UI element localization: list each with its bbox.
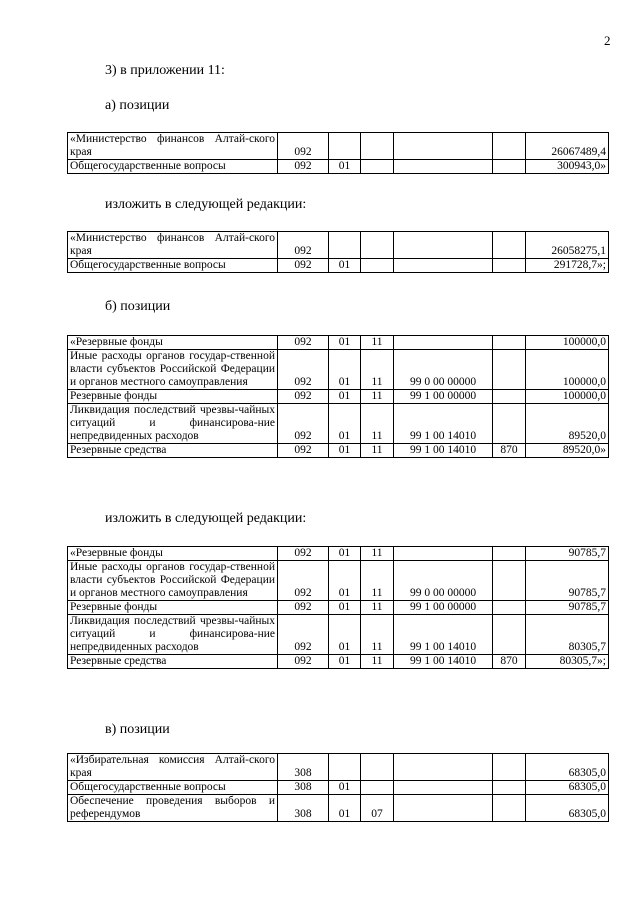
target-article-cell bbox=[394, 781, 493, 795]
subsection-code-cell: 11 bbox=[361, 350, 394, 390]
subsection-v-heading: в) позиции bbox=[105, 722, 170, 737]
target-article-cell: 99 0 00 00000 bbox=[394, 561, 493, 601]
section-code-cell: 01 bbox=[329, 561, 361, 601]
ministry-code-cell: 092 bbox=[278, 561, 329, 601]
amount-cell: 68305,0 bbox=[526, 754, 609, 781]
item-name-cell: «Министерство финансов Алтай-ского края bbox=[68, 232, 278, 259]
expense-type-cell bbox=[493, 795, 526, 822]
section-code-cell: 01 bbox=[329, 336, 361, 350]
amount-cell: 89520,0 bbox=[526, 404, 609, 444]
table-b-new bbox=[67, 546, 609, 669]
section-code-cell bbox=[329, 754, 361, 781]
table-row bbox=[68, 781, 609, 795]
ministry-code-cell: 092 bbox=[278, 601, 329, 615]
subsection-code-cell: 11 bbox=[361, 601, 394, 615]
table-row bbox=[68, 615, 609, 655]
expense-type-cell bbox=[493, 232, 526, 259]
target-article-cell: 99 0 00 00000 bbox=[394, 350, 493, 390]
subsection-code-cell bbox=[361, 133, 394, 160]
table-row bbox=[68, 444, 609, 458]
replace-instruction-b: изложить в следующей редакции: bbox=[105, 511, 307, 526]
table-row bbox=[68, 160, 609, 174]
item-name-cell: Резервные средства bbox=[68, 444, 278, 458]
target-article-cell bbox=[394, 259, 493, 273]
subsection-code-cell bbox=[361, 754, 394, 781]
item-name-cell: Обеспечение проведения выборов и референдумов bbox=[68, 795, 278, 822]
ministry-code-cell: 092 bbox=[278, 404, 329, 444]
amount-cell: 90785,7 bbox=[526, 561, 609, 601]
subsection-a-heading: а) позиции bbox=[105, 98, 170, 113]
amount-cell: 80305,7»; bbox=[526, 655, 609, 669]
table-row bbox=[68, 601, 609, 615]
amount-cell: 80305,7 bbox=[526, 615, 609, 655]
subsection-code-cell: 11 bbox=[361, 615, 394, 655]
table-row bbox=[68, 390, 609, 404]
subsection-code-cell bbox=[361, 259, 394, 273]
ministry-code-cell: 092 bbox=[278, 615, 329, 655]
section-code-cell: 01 bbox=[329, 160, 361, 174]
amount-cell: 26058275,1 bbox=[526, 232, 609, 259]
ministry-code-cell: 308 bbox=[278, 754, 329, 781]
table-b-original bbox=[67, 335, 609, 458]
ministry-code-cell: 092 bbox=[278, 390, 329, 404]
section-code-cell: 01 bbox=[329, 795, 361, 822]
item-name-cell: «Министерство финансов Алтай-ского края bbox=[68, 133, 278, 160]
section-code-cell: 01 bbox=[329, 350, 361, 390]
expense-type-cell bbox=[493, 404, 526, 444]
section-code-cell: 01 bbox=[329, 781, 361, 795]
item-name-cell: «Резервные фонды bbox=[68, 336, 278, 350]
amount-cell: 90785,7 bbox=[526, 547, 609, 561]
item-name-cell: Ликвидация последствий чрезвы-чайных ситуаций и финансирова-ние непредвиденных расходов bbox=[68, 615, 278, 655]
subsection-code-cell: 07 bbox=[361, 795, 394, 822]
expense-type-cell: 870 bbox=[493, 444, 526, 458]
expense-type-cell bbox=[493, 133, 526, 160]
subsection-code-cell: 11 bbox=[361, 404, 394, 444]
section-code-cell: 01 bbox=[329, 615, 361, 655]
section-code-cell: 01 bbox=[329, 390, 361, 404]
target-article-cell: 99 1 00 00000 bbox=[394, 601, 493, 615]
ministry-code-cell: 092 bbox=[278, 336, 329, 350]
table-row bbox=[68, 232, 609, 259]
target-article-cell: 99 1 00 14010 bbox=[394, 404, 493, 444]
table-row bbox=[68, 259, 609, 273]
table-row bbox=[68, 336, 609, 350]
subsection-code-cell: 11 bbox=[361, 547, 394, 561]
section-code-cell: 01 bbox=[329, 601, 361, 615]
replace-instruction-a: изложить в следующей редакции: bbox=[105, 197, 307, 212]
table-row bbox=[68, 547, 609, 561]
target-article-cell bbox=[394, 547, 493, 561]
subsection-code-cell: 11 bbox=[361, 390, 394, 404]
table-row bbox=[68, 561, 609, 601]
section-code-cell: 01 bbox=[329, 547, 361, 561]
ministry-code-cell: 092 bbox=[278, 547, 329, 561]
section-code-cell: 01 bbox=[329, 259, 361, 273]
expense-type-cell bbox=[493, 754, 526, 781]
table-row bbox=[68, 404, 609, 444]
item-name-cell: Иные расходы органов государ-ственной власти субъектов Российской Федерации и органов местного самоуправления bbox=[68, 561, 278, 601]
amount-cell: 300943,0» bbox=[526, 160, 609, 174]
page-number: 2 bbox=[604, 33, 611, 48]
section-heading: 3) в приложении 11: bbox=[105, 63, 225, 78]
subsection-code-cell bbox=[361, 232, 394, 259]
ministry-code-cell: 092 bbox=[278, 444, 329, 458]
target-article-cell: 99 1 00 00000 bbox=[394, 390, 493, 404]
table-row bbox=[68, 350, 609, 390]
item-name-cell: «Резервные фонды bbox=[68, 547, 278, 561]
target-article-cell bbox=[394, 795, 493, 822]
section-code-cell: 01 bbox=[329, 655, 361, 669]
ministry-code-cell: 308 bbox=[278, 781, 329, 795]
section-code-cell bbox=[329, 133, 361, 160]
expense-type-cell bbox=[493, 160, 526, 174]
item-name-cell: Иные расходы органов государ-ственной власти субъектов Российской Федерации и органов местного самоуправления bbox=[68, 350, 278, 390]
target-article-cell bbox=[394, 336, 493, 350]
subsection-code-cell: 11 bbox=[361, 561, 394, 601]
amount-cell: 26067489,4 bbox=[526, 133, 609, 160]
item-name-cell: Общегосударственные вопросы bbox=[68, 781, 278, 795]
expense-type-cell bbox=[493, 350, 526, 390]
amount-cell: 100000,0 bbox=[526, 336, 609, 350]
amount-cell: 291728,7»; bbox=[526, 259, 609, 273]
amount-cell: 89520,0» bbox=[526, 444, 609, 458]
subsection-code-cell bbox=[361, 781, 394, 795]
item-name-cell: Резервные средства bbox=[68, 655, 278, 669]
expense-type-cell bbox=[493, 781, 526, 795]
ministry-code-cell: 092 bbox=[278, 160, 329, 174]
ministry-code-cell: 092 bbox=[278, 232, 329, 259]
subsection-b-heading: б) позиции bbox=[105, 299, 171, 314]
target-article-cell bbox=[394, 133, 493, 160]
item-name-cell: «Избирательная комиссия Алтай-ского края bbox=[68, 754, 278, 781]
subsection-code-cell: 11 bbox=[361, 336, 394, 350]
table-row bbox=[68, 655, 609, 669]
amount-cell: 68305,0 bbox=[526, 781, 609, 795]
ministry-code-cell: 092 bbox=[278, 655, 329, 669]
table-row bbox=[68, 795, 609, 822]
ministry-code-cell: 308 bbox=[278, 795, 329, 822]
amount-cell: 100000,0 bbox=[526, 390, 609, 404]
item-name-cell: Общегосударственные вопросы bbox=[68, 259, 278, 273]
section-code-cell: 01 bbox=[329, 444, 361, 458]
amount-cell: 100000,0 bbox=[526, 350, 609, 390]
target-article-cell bbox=[394, 754, 493, 781]
subsection-code-cell bbox=[361, 160, 394, 174]
expense-type-cell: 870 bbox=[493, 655, 526, 669]
ministry-code-cell: 092 bbox=[278, 350, 329, 390]
target-article-cell bbox=[394, 160, 493, 174]
target-article-cell: 99 1 00 14010 bbox=[394, 655, 493, 669]
subsection-code-cell: 11 bbox=[361, 444, 394, 458]
table-row bbox=[68, 133, 609, 160]
item-name-cell: Резервные фонды bbox=[68, 390, 278, 404]
target-article-cell: 99 1 00 14010 bbox=[394, 615, 493, 655]
expense-type-cell bbox=[493, 561, 526, 601]
expense-type-cell bbox=[493, 601, 526, 615]
subsection-code-cell: 11 bbox=[361, 655, 394, 669]
amount-cell: 68305,0 bbox=[526, 795, 609, 822]
expense-type-cell bbox=[493, 547, 526, 561]
table-a-original bbox=[67, 132, 609, 174]
item-name-cell: Ликвидация последствий чрезвы-чайных ситуаций и финансирова-ние непредвиденных расходов bbox=[68, 404, 278, 444]
section-code-cell bbox=[329, 232, 361, 259]
expense-type-cell bbox=[493, 615, 526, 655]
expense-type-cell bbox=[493, 259, 526, 273]
expense-type-cell bbox=[493, 390, 526, 404]
target-article-cell: 99 1 00 14010 bbox=[394, 444, 493, 458]
table-row bbox=[68, 754, 609, 781]
section-code-cell: 01 bbox=[329, 404, 361, 444]
item-name-cell: Резервные фонды bbox=[68, 601, 278, 615]
table-v-original bbox=[67, 753, 609, 822]
ministry-code-cell: 092 bbox=[278, 259, 329, 273]
expense-type-cell bbox=[493, 336, 526, 350]
table-a-new bbox=[67, 231, 609, 273]
amount-cell: 90785,7 bbox=[526, 601, 609, 615]
item-name-cell: Общегосударственные вопросы bbox=[68, 160, 278, 174]
ministry-code-cell: 092 bbox=[278, 133, 329, 160]
target-article-cell bbox=[394, 232, 493, 259]
